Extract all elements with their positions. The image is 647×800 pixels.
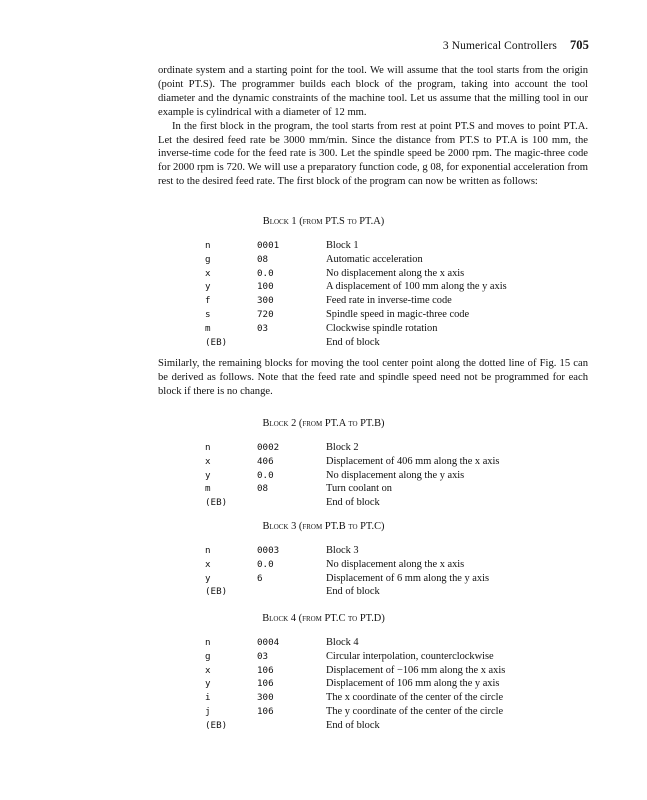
code-value: 0003 xyxy=(257,545,280,556)
code-description: Displacement of 106 mm along the y axis xyxy=(326,678,500,690)
code-description: Feed rate in inverse-time code xyxy=(326,295,452,307)
paragraph-2: In the first block in the program, the tool starts from rest at point PT.S and moves to point PT.A. Let the desired feed rate be 3000 mm/min. Since the distance from PT.S to PT.A is 100 mm, the inverse-time code for the feed rate is 300. Let the spindle speed be 2000 rpm. The magic-three code for 2000 rpm is 720. We will use a preparatory function code, g 08, for exponential acceleration from rest to the desired feed rate. The first block of the program can now be written as follows: xyxy=(158,120,588,188)
code-description: Block 3 xyxy=(326,545,359,556)
code-letter: g xyxy=(205,253,211,265)
intro-text xyxy=(158,64,588,189)
code-value: 106 xyxy=(257,678,274,690)
code-letter: s xyxy=(205,309,211,320)
running-header xyxy=(443,38,589,53)
code-letter: (EB) xyxy=(205,336,228,348)
code-letter: n xyxy=(205,545,211,556)
code-description: Block 1 xyxy=(326,240,359,251)
code-letter: y xyxy=(205,572,211,584)
code-letter: (EB) xyxy=(205,586,228,598)
block-4-title: Block 4 (from PT.C to PT.D) xyxy=(262,613,385,624)
code-description: Circular interpolation, counterclockwise xyxy=(326,650,494,662)
code-value: 0.0 xyxy=(257,267,274,279)
code-description: A displacement of 100 mm along the y axis xyxy=(326,281,507,293)
code-letter: m xyxy=(205,322,211,334)
page-number: 705 xyxy=(569,38,589,52)
code-letter: y xyxy=(205,678,211,690)
code-value: 08 xyxy=(257,483,269,495)
code-value: 03 xyxy=(257,322,269,334)
block-2-title: Block 2 (from PT.A to PT.B) xyxy=(262,418,385,429)
code-letter: y xyxy=(205,281,211,293)
code-description: End of block xyxy=(326,586,380,598)
code-value: 106 xyxy=(257,664,274,676)
code-description: No displacement along the x axis xyxy=(326,558,465,570)
code-description: Displacement of 6 mm along the y axis xyxy=(326,572,490,584)
code-letter: n xyxy=(205,637,211,648)
code-value: 08 xyxy=(257,253,269,265)
code-description: Block 2 xyxy=(326,442,359,453)
code-description: Displacement of −106 mm along the x axis xyxy=(326,664,506,676)
code-letter: n xyxy=(205,442,211,453)
code-value: 0001 xyxy=(257,240,280,251)
code-value: 300 xyxy=(257,692,274,704)
code-letter: j xyxy=(205,706,211,717)
code-description: Displacement of 406 mm along the x axis xyxy=(326,455,500,467)
code-letter: g xyxy=(205,650,211,662)
code-letter: n xyxy=(205,240,211,251)
code-description: Block 4 xyxy=(326,637,359,648)
code-letter: x xyxy=(205,267,211,279)
code-value: 720 xyxy=(257,309,274,320)
code-value: 0004 xyxy=(257,637,280,648)
code-value: 406 xyxy=(257,455,274,467)
code-description: Clockwise spindle rotation xyxy=(326,322,438,334)
code-value: 6 xyxy=(257,572,263,584)
code-letter: i xyxy=(205,692,211,704)
block-3-title: Block 3 (from PT.B to PT.C) xyxy=(262,521,385,532)
code-letter: x xyxy=(205,664,211,676)
code-value: 300 xyxy=(257,295,274,307)
code-description: Turn coolant on xyxy=(326,483,393,495)
code-value: 0.0 xyxy=(257,469,274,481)
chapter-title: 3 Numerical Controllers xyxy=(442,40,557,52)
code-description: End of block xyxy=(326,719,380,731)
code-letter: f xyxy=(205,295,211,307)
code-letter: x xyxy=(205,558,211,570)
paragraph-3: Similarly, the remaining blocks for moving the tool center point along the dotted line of Fig. 15 can be derived as follows. Note that the feed rate and spindle speed need not be programmed for each block if there is no change. xyxy=(158,358,588,397)
code-description: No displacement along the x axis xyxy=(326,267,465,279)
code-letter: x xyxy=(205,455,211,467)
code-description: No displacement along the y axis xyxy=(326,469,465,481)
code-description: The x coordinate of the center of the circle xyxy=(326,692,504,704)
code-description: End of block xyxy=(326,497,380,509)
paragraph-1: ordinate system and a starting point for the tool. We will assume that the tool starts from the origin (point PT.S). The programmer builds each block of the program, taking into account the tool diameter and the dynamic constraints of the machine tool. Let us assume that the milling tool in our example is cylindrical with a diameter of 12 mm. xyxy=(158,65,588,118)
code-description: Automatic acceleration xyxy=(326,253,423,265)
code-description: End of block xyxy=(326,336,380,348)
code-description: The y coordinate of the center of the circle xyxy=(326,706,504,717)
block-1-title: Block 1 (from PT.S to PT.A) xyxy=(262,216,385,227)
code-value: 0002 xyxy=(257,442,280,453)
code-letter: (EB) xyxy=(205,497,228,509)
code-value: 106 xyxy=(257,706,274,717)
code-description: Spindle speed in magic-three code xyxy=(326,309,470,320)
code-value: 03 xyxy=(257,650,269,662)
code-value: 0.0 xyxy=(257,558,274,570)
code-letter: (EB) xyxy=(205,719,228,731)
code-letter: y xyxy=(205,469,211,481)
code-value: 100 xyxy=(257,281,274,293)
code-letter: m xyxy=(205,483,211,495)
